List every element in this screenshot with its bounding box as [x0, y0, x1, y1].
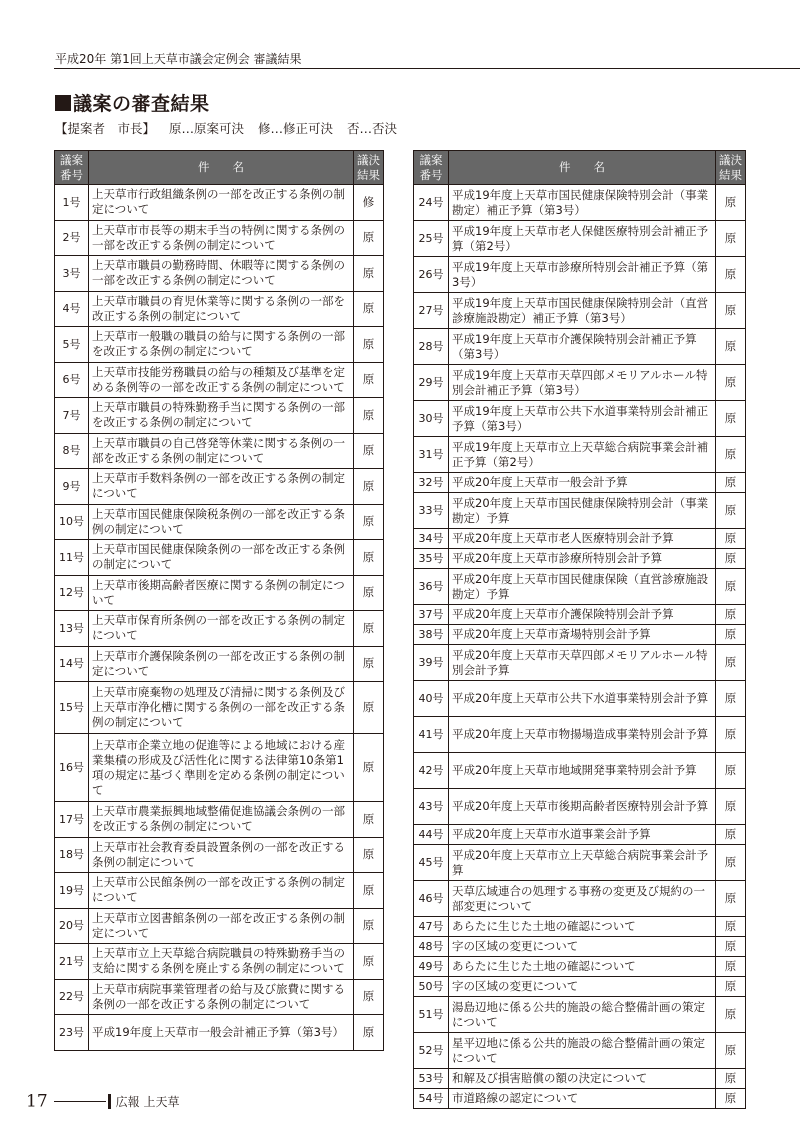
- agenda-number: 54号: [414, 1089, 449, 1109]
- agenda-subject: 上天草市保育所条例の一部を改正する条例の制定について: [89, 611, 354, 647]
- agenda-subject: 上天草市職員の勤務時間、休暇等に関する条例の一部を改正する条例の制定について: [89, 256, 354, 292]
- agenda-subject: 上天草市国民健康保険条例の一部を改正する条例の制定について: [89, 540, 354, 576]
- agenda-result: 原: [716, 549, 746, 569]
- agenda-number: 7号: [55, 398, 89, 434]
- agenda-number: 31号: [414, 437, 449, 473]
- page-footer: [26, 1091, 179, 1112]
- agenda-result: 原: [716, 789, 746, 825]
- table-row: [414, 257, 746, 293]
- agenda-result: 原: [716, 825, 746, 845]
- agenda-result: 原: [716, 401, 746, 437]
- table-row: [414, 1089, 746, 1109]
- agenda-subject: 平成20年度上天草市公共下水道事業特別会計予算: [449, 681, 716, 717]
- agenda-table-right-body: [414, 185, 746, 1109]
- table-row: [414, 473, 746, 493]
- table-row: [414, 645, 746, 681]
- table-row: [55, 979, 384, 1015]
- agenda-subject: 上天草市一般職の職員の給与に関する条例の一部を改正する条例の制定について: [89, 327, 354, 363]
- agenda-result: 原: [354, 575, 384, 611]
- agenda-number: 5号: [55, 327, 89, 363]
- agenda-result: 原: [716, 845, 746, 881]
- agenda-number: 18号: [55, 837, 89, 873]
- table-row: [55, 256, 384, 292]
- agenda-result: 原: [716, 1069, 746, 1089]
- agenda-number: 34号: [414, 529, 449, 549]
- agenda-table-left-body: [55, 185, 384, 1051]
- agenda-number: 3号: [55, 256, 89, 292]
- agenda-result: 原: [716, 473, 746, 493]
- section-title-text: 議案の審査結果: [73, 93, 210, 115]
- agenda-number: 32号: [414, 473, 449, 493]
- agenda-number: 29号: [414, 365, 449, 401]
- agenda-result: 原: [716, 1089, 746, 1109]
- agenda-subject: 平成19年度上天草市診療所特別会計補正予算（第3号）: [449, 257, 716, 293]
- table-row: [414, 997, 746, 1033]
- agenda-number: 20号: [55, 908, 89, 944]
- agenda-result: 原: [716, 717, 746, 753]
- table-row: [414, 977, 746, 997]
- table-row: [55, 646, 384, 682]
- agenda-number: 15号: [55, 682, 89, 734]
- agenda-result: 原: [354, 979, 384, 1015]
- agenda-result: 原: [716, 917, 746, 937]
- agenda-subject: 平成20年度上天草市物揚場造成事業特別会計予算: [449, 717, 716, 753]
- agenda-subject: 平成20年度上天草市天草四郎メモリアルホール特別会計予算: [449, 645, 716, 681]
- agenda-result: 原: [716, 605, 746, 625]
- agenda-number: 41号: [414, 717, 449, 753]
- table-row: [55, 540, 384, 576]
- column-header-number: 議案番号: [55, 151, 89, 185]
- agenda-result: 修: [354, 185, 384, 221]
- table-row: [55, 185, 384, 221]
- agenda-subject: 星平辺地に係る公共的施設の総合整備計画の策定について: [449, 1033, 716, 1069]
- table-row: [55, 802, 384, 838]
- table-row: [414, 1069, 746, 1089]
- agenda-number: 53号: [414, 1069, 449, 1089]
- table-row: [414, 717, 746, 753]
- table-row: [414, 365, 746, 401]
- black-square-icon: [55, 95, 71, 111]
- agenda-number: 38号: [414, 625, 449, 645]
- table-row: [55, 611, 384, 647]
- agenda-result: 原: [716, 881, 746, 917]
- agenda-subject: 上天草市技能労務職員の給与の種類及び基準を定める条例等の一部を改正する条例の制定について: [89, 362, 354, 398]
- agenda-number: 23号: [55, 1015, 89, 1051]
- table-row: [414, 957, 746, 977]
- agenda-number: 26号: [414, 257, 449, 293]
- agenda-result: 原: [354, 504, 384, 540]
- agenda-number: 17号: [55, 802, 89, 838]
- agenda-number: 33号: [414, 493, 449, 529]
- agenda-subject: 上天草市職員の自己啓発等休業に関する条例の一部を改正する条例の制定について: [89, 433, 354, 469]
- agenda-subject: 天草広域連合の処理する事務の変更及び規約の一部変更について: [449, 881, 716, 917]
- agenda-subject: 上天草市社会教育委員設置条例の一部を改正する条例の制定について: [89, 837, 354, 873]
- agenda-subject: 平成20年度上天草市斎場特別会計予算: [449, 625, 716, 645]
- agenda-number: 44号: [414, 825, 449, 845]
- table-row: [55, 734, 384, 802]
- agenda-number: 48号: [414, 937, 449, 957]
- agenda-number: 6号: [55, 362, 89, 398]
- table-row: [55, 575, 384, 611]
- agenda-result: 原: [354, 362, 384, 398]
- agenda-subject: 字の区域の変更について: [449, 937, 716, 957]
- agenda-result: 原: [354, 646, 384, 682]
- agenda-result: 原: [716, 293, 746, 329]
- agenda-subject: 上天草市農業振興地域整備促進協議会条例の一部を改正する条例の制定について: [89, 802, 354, 838]
- agenda-result: 原: [716, 185, 746, 221]
- agenda-result: 原: [716, 937, 746, 957]
- agenda-subject: 上天草市立図書館条例の一部を改正する条例の制定について: [89, 908, 354, 944]
- agenda-subject: 上天草市廃棄物の処理及び清掃に関する条例及び上天草市浄化槽に関する条例の一部を改正する条例の制定について: [89, 682, 354, 734]
- agenda-number: 37号: [414, 605, 449, 625]
- table-header-row: [55, 151, 384, 185]
- table-row: [414, 493, 746, 529]
- agenda-subject: 上天草市手数料条例の一部を改正する条例の制定について: [89, 469, 354, 505]
- agenda-subject: 上天草市介護保険条例の一部を改正する条例の制定について: [89, 646, 354, 682]
- table-row: [414, 845, 746, 881]
- agenda-result: 原: [716, 997, 746, 1033]
- agenda-result: 原: [716, 329, 746, 365]
- legend-proposer: 【提案者 市長】: [55, 121, 156, 136]
- agenda-number: 11号: [55, 540, 89, 576]
- agenda-result: 原: [716, 221, 746, 257]
- table-row: [414, 401, 746, 437]
- table-row: [414, 569, 746, 605]
- header-rule: [54, 68, 800, 69]
- agenda-subject: 平成19年度上天草市国民健康保険特別会計（直営診療施設勘定）補正予算（第3号）: [449, 293, 716, 329]
- legend-approved: 原…原案可決: [169, 121, 245, 136]
- agenda-subject: 上天草市公民館条例の一部を改正する条例の制定について: [89, 873, 354, 909]
- agenda-result: 原: [354, 291, 384, 327]
- section-title: [55, 89, 210, 116]
- table-row: [414, 185, 746, 221]
- agenda-result: 原: [716, 569, 746, 605]
- agenda-number: 19号: [55, 873, 89, 909]
- agenda-number: 28号: [414, 329, 449, 365]
- agenda-result: 原: [716, 529, 746, 549]
- agenda-result: 原: [716, 257, 746, 293]
- agenda-number: 4号: [55, 291, 89, 327]
- agenda-result: 原: [354, 256, 384, 292]
- agenda-subject: 上天草市行政組織条例の一部を改正する条例の制定について: [89, 185, 354, 221]
- table-row: [414, 221, 746, 257]
- table-row: [55, 944, 384, 980]
- table-row: [414, 293, 746, 329]
- table-header-row: [414, 151, 746, 185]
- agenda-result: 原: [716, 1033, 746, 1069]
- result-legend: [55, 119, 407, 137]
- agenda-number: 51号: [414, 997, 449, 1033]
- agenda-result: 原: [716, 625, 746, 645]
- agenda-result: 原: [354, 944, 384, 980]
- table-row: [55, 291, 384, 327]
- table-row: [414, 825, 746, 845]
- table-row: [55, 433, 384, 469]
- table-row: [55, 362, 384, 398]
- table-row: [414, 625, 746, 645]
- agenda-result: 原: [354, 734, 384, 802]
- table-row: [55, 220, 384, 256]
- table-row: [414, 529, 746, 549]
- agenda-number: 21号: [55, 944, 89, 980]
- agenda-number: 13号: [55, 611, 89, 647]
- agenda-result: 原: [716, 493, 746, 529]
- agenda-subject: 上天草市後期高齢者医療に関する条例の制定について: [89, 575, 354, 611]
- footer-bar: [108, 1094, 111, 1109]
- agenda-subject: 平成20年度上天草市診療所特別会計予算: [449, 549, 716, 569]
- agenda-number: 50号: [414, 977, 449, 997]
- footer-rule: [54, 1101, 106, 1102]
- agenda-result: 原: [716, 365, 746, 401]
- agenda-result: 原: [354, 398, 384, 434]
- table-row: [55, 504, 384, 540]
- agenda-subject: 平成19年度上天草市老人保健医療特別会計補正予算（第2号）: [449, 221, 716, 257]
- table-row: [414, 437, 746, 473]
- agenda-subject: 上天草市職員の特殊勤務手当に関する条例の一部を改正する条例の制定について: [89, 398, 354, 434]
- agenda-number: 30号: [414, 401, 449, 437]
- agenda-result: 原: [354, 837, 384, 873]
- agenda-number: 9号: [55, 469, 89, 505]
- agenda-result: 原: [354, 1015, 384, 1051]
- agenda-number: 1号: [55, 185, 89, 221]
- agenda-number: 46号: [414, 881, 449, 917]
- agenda-result: 原: [354, 908, 384, 944]
- agenda-number: 8号: [55, 433, 89, 469]
- agenda-subject: 字の区域の変更について: [449, 977, 716, 997]
- agenda-subject: 平成20年度上天草市後期高齢者医療特別会計予算: [449, 789, 716, 825]
- agenda-number: 12号: [55, 575, 89, 611]
- agenda-result: 原: [354, 469, 384, 505]
- column-header-number: 議案番号: [414, 151, 449, 185]
- table-row: [414, 753, 746, 789]
- agenda-subject: 平成19年度上天草市公共下水道事業特別会計補正予算（第3号）: [449, 401, 716, 437]
- agenda-number: 45号: [414, 845, 449, 881]
- agenda-number: 36号: [414, 569, 449, 605]
- table-row: [414, 329, 746, 365]
- agenda-number: 14号: [55, 646, 89, 682]
- column-header-result: 議決結果: [354, 151, 384, 185]
- table-row: [414, 549, 746, 569]
- table-row: [55, 837, 384, 873]
- table-row: [414, 1033, 746, 1069]
- table-row: [414, 917, 746, 937]
- agenda-result: 原: [716, 977, 746, 997]
- agenda-result: 原: [354, 873, 384, 909]
- agenda-subject: 上天草市国民健康保険税条例の一部を改正する条例の制定について: [89, 504, 354, 540]
- agenda-result: 原: [716, 753, 746, 789]
- agenda-number: 27号: [414, 293, 449, 329]
- agenda-subject: 平成20年度上天草市老人医療特別会計予算: [449, 529, 716, 549]
- table-row: [414, 789, 746, 825]
- agenda-number: 22号: [55, 979, 89, 1015]
- agenda-number: 10号: [55, 504, 89, 540]
- agenda-subject: 湯島辺地に係る公共的施設の総合整備計画の策定について: [449, 997, 716, 1033]
- agenda-number: 35号: [414, 549, 449, 569]
- agenda-result: 原: [354, 682, 384, 734]
- agenda-subject: 平成20年度上天草市水道事業会計予算: [449, 825, 716, 845]
- column-header-result: 議決結果: [716, 151, 746, 185]
- agenda-subject: 平成20年度上天草市一般会計予算: [449, 473, 716, 493]
- agenda-subject: 上天草市立上天草総合病院職員の特殊勤務手当の支給に関する条例を廃止する条例の制定について: [89, 944, 354, 980]
- agenda-number: 52号: [414, 1033, 449, 1069]
- agenda-result: 原: [716, 957, 746, 977]
- agenda-result: 原: [354, 802, 384, 838]
- agenda-number: 40号: [414, 681, 449, 717]
- agenda-number: 16号: [55, 734, 89, 802]
- agenda-result: 原: [354, 433, 384, 469]
- agenda-result: 原: [354, 540, 384, 576]
- agenda-subject: 平成19年度上天草市一般会計補正予算（第3号）: [89, 1015, 354, 1051]
- agenda-result: 原: [716, 437, 746, 473]
- table-row: [55, 469, 384, 505]
- column-header-subject: 件 名: [449, 151, 716, 185]
- agenda-subject: 平成20年度上天草市介護保険特別会計予算: [449, 605, 716, 625]
- agenda-subject: 平成20年度上天草市地域開発事業特別会計予算: [449, 753, 716, 789]
- agenda-subject: 平成19年度上天草市天草四郎メモリアルホール特別会計補正予算（第3号）: [449, 365, 716, 401]
- agenda-subject: 平成19年度上天草市介護保険特別会計補正予算（第3号）: [449, 329, 716, 365]
- agenda-subject: 平成20年度上天草市国民健康保険特別会計（事業勘定）予算: [449, 493, 716, 529]
- agenda-number: 49号: [414, 957, 449, 977]
- table-row: [55, 398, 384, 434]
- page-number: 17: [26, 1091, 48, 1112]
- agenda-subject: 市道路線の認定について: [449, 1089, 716, 1109]
- agenda-subject: 平成19年度上天草市国民健康保険特別会計（事業勘定）補正予算（第3号）: [449, 185, 716, 221]
- table-row: [55, 873, 384, 909]
- agenda-result: 原: [716, 681, 746, 717]
- agenda-subject: あらたに生じた土地の確認について: [449, 957, 716, 977]
- agenda-subject: 和解及び損害賠償の額の決定について: [449, 1069, 716, 1089]
- agenda-result: 原: [354, 611, 384, 647]
- agenda-result: 原: [716, 645, 746, 681]
- agenda-result: 原: [354, 327, 384, 363]
- agenda-subject: 上天草市企業立地の促進等による地域における産業集積の形成及び活性化に関する法律第10条第1項の規定に基づく準則を定める条例の制定について: [89, 734, 354, 802]
- table-row: [55, 908, 384, 944]
- publication-name: 広報 上天草: [115, 1095, 180, 1109]
- table-row: [414, 881, 746, 917]
- legend-amended: 修…修正可決: [258, 121, 334, 136]
- agenda-number: 42号: [414, 753, 449, 789]
- agenda-number: 24号: [414, 185, 449, 221]
- table-row: [55, 1015, 384, 1051]
- table-row: [55, 682, 384, 734]
- table-row: [55, 327, 384, 363]
- agenda-number: 2号: [55, 220, 89, 256]
- agenda-table-right: [413, 150, 746, 1109]
- agenda-number: 39号: [414, 645, 449, 681]
- agenda-number: 25号: [414, 221, 449, 257]
- table-row: [414, 681, 746, 717]
- agenda-table-left: [54, 150, 384, 1051]
- agenda-number: 43号: [414, 789, 449, 825]
- agenda-subject: 上天草市市長等の期末手当の特例に関する条例の一部を改正する条例の制定について: [89, 220, 354, 256]
- running-header: 平成20年 第1回上天草市議会定例会 審議結果: [55, 52, 302, 66]
- table-row: [414, 937, 746, 957]
- agenda-result: 原: [354, 220, 384, 256]
- agenda-number: 47号: [414, 917, 449, 937]
- agenda-subject: 上天草市職員の育児休業等に関する条例の一部を改正する条例の制定について: [89, 291, 354, 327]
- column-header-subject: 件 名: [89, 151, 354, 185]
- agenda-subject: 上天草市病院事業管理者の給与及び旅費に関する条例の一部を改正する条例の制定について: [89, 979, 354, 1015]
- agenda-subject: あらたに生じた土地の確認について: [449, 917, 716, 937]
- legend-rejected: 否…否決: [347, 121, 398, 136]
- agenda-subject: 平成20年度上天草市国民健康保険（直営診療施設勘定）予算: [449, 569, 716, 605]
- agenda-subject: 平成20年度上天草市立上天草総合病院事業会計予算: [449, 845, 716, 881]
- table-row: [414, 605, 746, 625]
- agenda-subject: 平成19年度上天草市立上天草総合病院事業会計補正予算（第2号）: [449, 437, 716, 473]
